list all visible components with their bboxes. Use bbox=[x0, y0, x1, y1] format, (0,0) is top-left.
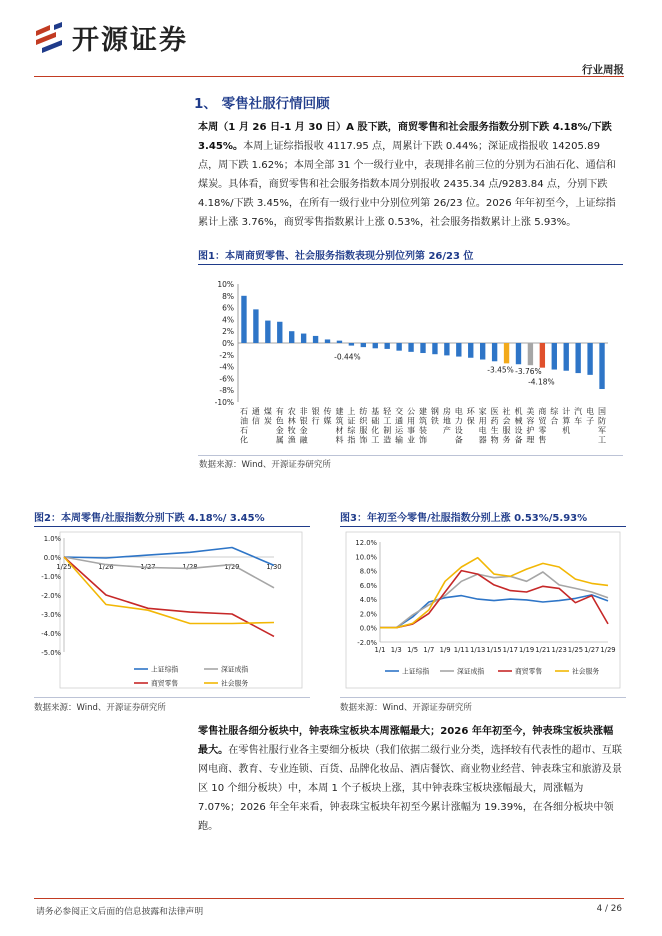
figure1-divider bbox=[198, 455, 623, 456]
y-tick-label: 12.0% bbox=[355, 539, 377, 547]
x-category-label: 售 bbox=[538, 435, 547, 445]
x-tick-label: 1/23 bbox=[551, 646, 567, 654]
legend-label: 上证综指 bbox=[151, 665, 179, 674]
figure3-title: 图3：年初至今零售/社服指数分别上涨 0.53%/5.93% bbox=[340, 509, 626, 527]
x-category-label: 信 bbox=[251, 416, 260, 426]
x-category-label: 会 bbox=[502, 416, 511, 426]
x-category-label: 生 bbox=[490, 426, 499, 435]
bar bbox=[373, 343, 378, 348]
subsector-body: 在零售社服行业各主要细分板块（我们依据二级行业分类，选择较有代表性的超市、互联网电商、教育、专业连锁、百货、品牌化妆品、酒店餐饮、商业物业经营、钟表珠宝和旅游及景区 10 个细分板块）中，本周 1 个子板块上涨，其中钟表珠宝板块涨幅最大，周涨幅为 7.07%；2026 年全年来看，钟表珠宝板块年初至今累计涨幅为 19.39%，在各细分板块中领跑。 bbox=[198, 745, 622, 832]
bar bbox=[337, 341, 342, 343]
bar bbox=[420, 343, 425, 353]
x-tick-label: 1/25 bbox=[56, 563, 72, 571]
series-line bbox=[64, 557, 274, 624]
x-category-label: 事 bbox=[407, 426, 416, 435]
x-category-label: 油 bbox=[239, 416, 248, 426]
x-category-label: 用 bbox=[407, 416, 416, 426]
x-tick-label: 1/7 bbox=[423, 646, 435, 654]
x-category-label: 运 bbox=[395, 426, 404, 435]
chart-frame bbox=[60, 532, 302, 688]
x-category-label: 社 bbox=[502, 407, 511, 416]
x-category-label: 房 bbox=[442, 407, 451, 416]
y-tick-label: 2% bbox=[222, 327, 234, 337]
x-category-label: 金 bbox=[299, 426, 308, 435]
x-category-label: 计 bbox=[562, 407, 571, 416]
intro-lead: 本周（1 月 26 日-1 月 30 日）A 股下跌，商贸零售和社会服务指数分别下跌 4.18%/下跌 3.45%。 bbox=[198, 122, 612, 152]
x-category-label: 公 bbox=[407, 407, 416, 416]
x-category-label: 军 bbox=[598, 426, 607, 435]
x-category-label: 通 bbox=[395, 416, 404, 426]
legend-label: 上证综指 bbox=[402, 667, 430, 676]
x-category-label: 电 bbox=[478, 426, 487, 435]
x-category-label: 服 bbox=[359, 426, 368, 435]
figure1-bar-chart bbox=[198, 272, 623, 452]
y-tick-label: -1.0% bbox=[41, 573, 61, 581]
x-category-label: 牧 bbox=[287, 426, 296, 435]
report-type: 行业周报 bbox=[582, 64, 624, 76]
x-tick-label: 1/15 bbox=[486, 646, 502, 654]
bar bbox=[408, 343, 413, 352]
y-tick-label: -8% bbox=[219, 386, 234, 396]
x-category-label: 国 bbox=[598, 407, 607, 416]
bar bbox=[456, 343, 461, 357]
x-category-label: 纺 bbox=[359, 407, 368, 416]
bar bbox=[325, 339, 330, 343]
y-tick-label: 4% bbox=[222, 315, 234, 325]
brand-name: 开源证券 bbox=[72, 25, 188, 56]
series-line bbox=[64, 557, 274, 636]
x-tick-label: 1/3 bbox=[390, 646, 402, 654]
legend-label: 社会服务 bbox=[221, 679, 249, 688]
x-category-label: 上 bbox=[347, 407, 356, 416]
x-category-label: 械 bbox=[514, 416, 523, 426]
x-category-label: 证 bbox=[347, 416, 356, 426]
subsector-paragraph bbox=[198, 722, 623, 836]
header-divider bbox=[34, 76, 624, 77]
x-category-label: 备 bbox=[514, 435, 523, 445]
x-category-label: 农 bbox=[287, 407, 296, 416]
x-category-label: 医 bbox=[490, 407, 499, 416]
y-tick-label: 10% bbox=[217, 280, 234, 289]
bar bbox=[396, 343, 401, 351]
x-tick-label: 1/13 bbox=[470, 646, 486, 654]
bar bbox=[575, 343, 580, 373]
bar bbox=[253, 309, 258, 343]
x-category-label: 基 bbox=[371, 407, 380, 416]
x-category-label: 造 bbox=[383, 435, 392, 445]
bar bbox=[289, 331, 294, 343]
x-category-label: 商 bbox=[538, 407, 547, 416]
bar bbox=[504, 343, 509, 363]
x-category-label: 地 bbox=[442, 416, 451, 426]
x-category-label: 金 bbox=[275, 426, 284, 435]
y-tick-label: 6% bbox=[222, 303, 234, 313]
x-category-label: 传 bbox=[323, 407, 332, 416]
figure3-source: 数据来源：Wind、开源证券研究所 bbox=[340, 703, 472, 713]
bar bbox=[516, 343, 521, 364]
x-category-label: 贸 bbox=[538, 416, 547, 426]
bar bbox=[444, 343, 449, 355]
y-tick-label: 0% bbox=[222, 339, 234, 348]
bar bbox=[552, 343, 557, 370]
bar bbox=[432, 343, 437, 354]
page-number: 4 / 26 bbox=[596, 904, 622, 914]
y-tick-label: -2.0% bbox=[41, 592, 61, 600]
legend-label: 社会服务 bbox=[572, 667, 600, 676]
x-tick-label: 1/25 bbox=[567, 646, 584, 654]
bar bbox=[265, 321, 270, 343]
x-category-label: 用 bbox=[478, 416, 487, 426]
x-category-label: 铁 bbox=[430, 416, 439, 426]
bar bbox=[528, 343, 533, 365]
x-category-label: 石 bbox=[239, 407, 248, 416]
data-label: -0.44% bbox=[334, 352, 361, 362]
x-category-label: 设 bbox=[514, 426, 523, 435]
x-category-label: 服 bbox=[502, 426, 511, 435]
x-category-label: 工 bbox=[371, 435, 380, 445]
x-category-label: 电 bbox=[454, 407, 463, 416]
figure2-divider bbox=[34, 697, 310, 698]
x-category-label: 器 bbox=[478, 435, 487, 445]
data-label: -3.45% bbox=[487, 365, 514, 375]
x-category-label: 零 bbox=[538, 426, 547, 435]
bar bbox=[385, 343, 390, 349]
x-category-label: 工 bbox=[598, 435, 607, 445]
x-category-label: 备 bbox=[454, 435, 463, 445]
x-category-label: 料 bbox=[335, 435, 344, 445]
x-tick-label: 1/11 bbox=[453, 646, 470, 654]
x-category-label: 建 bbox=[335, 407, 344, 416]
bar bbox=[313, 336, 318, 343]
bar bbox=[480, 343, 485, 360]
intro-paragraph bbox=[198, 118, 623, 232]
x-tick-label: 1/5 bbox=[407, 646, 419, 654]
y-tick-label: 0.0% bbox=[359, 624, 377, 633]
bar bbox=[361, 343, 366, 347]
y-tick-label: -6% bbox=[219, 374, 234, 384]
x-category-label: 务 bbox=[502, 435, 511, 445]
x-category-label: 算 bbox=[562, 416, 571, 426]
x-category-label: 石 bbox=[239, 426, 248, 435]
x-category-label: 车 bbox=[574, 416, 583, 426]
footer-divider bbox=[34, 898, 624, 899]
x-category-label: 指 bbox=[347, 435, 356, 445]
intro-body: 本周上证综指报收 4117.95 点，周累计下跌 0.44%；深证成指报收 14205.89 点，周下跌 1.62%；本周全部 31 个一级行业中，表现排名前三位的分别为石油石化、通信和煤炭。具体看，商贸零售和社会服务指数本周分别报收 2435.34 点/9283.84 点，分别下跌 4.18%/下跌 3.45%，在所有一级行业中分别位列第 26/23 位。2026 年年初至今，上证综指累计上涨 3.76%，商贸零售指数累计上涨 0.53%，社会服务指数累计上涨 5.93%。 bbox=[198, 141, 616, 228]
bar bbox=[564, 343, 569, 371]
x-category-label: 制 bbox=[383, 426, 392, 435]
y-tick-label: 8.0% bbox=[359, 567, 377, 576]
y-tick-label: 4.0% bbox=[359, 596, 377, 605]
x-category-label: 煤 bbox=[263, 407, 272, 416]
data-label: -3.76% bbox=[515, 367, 542, 377]
x-tick-label: 1/1 bbox=[374, 646, 386, 654]
figure1-title: 图1：本周商贸零售、社会服务指数表现分别位列第 26/23 位 bbox=[198, 247, 623, 265]
y-tick-label: -5.0% bbox=[41, 649, 61, 657]
series-line bbox=[64, 557, 274, 588]
x-category-label: 汽 bbox=[574, 407, 583, 416]
x-category-label: 综 bbox=[347, 426, 356, 435]
x-category-label: 交 bbox=[395, 407, 404, 416]
x-category-label: 理 bbox=[526, 435, 535, 445]
chart-frame bbox=[346, 532, 620, 688]
y-tick-label: 6.0% bbox=[359, 581, 377, 590]
x-category-label: 力 bbox=[454, 416, 463, 426]
bar bbox=[587, 343, 592, 375]
legend-label: 深证成指 bbox=[221, 665, 249, 674]
x-category-label: 属 bbox=[275, 435, 284, 445]
figure2-title: 图2：本周零售/社服指数分别下跌 4.18%/ 3.45% bbox=[34, 509, 310, 527]
company-logo bbox=[34, 18, 188, 57]
bar bbox=[349, 343, 354, 346]
y-tick-label: -2.0% bbox=[357, 639, 377, 647]
y-tick-label: 8% bbox=[222, 291, 234, 301]
x-category-label: 林 bbox=[287, 416, 296, 426]
x-category-label: 筑 bbox=[335, 416, 344, 426]
figure3-line-chart bbox=[340, 530, 626, 696]
x-category-label: 输 bbox=[395, 435, 404, 445]
x-category-label: 综 bbox=[550, 407, 559, 416]
series-line bbox=[380, 558, 608, 628]
figure2-line-chart bbox=[34, 530, 310, 696]
logo-mark-icon bbox=[34, 21, 66, 55]
x-category-label: 药 bbox=[490, 416, 499, 426]
x-category-label: 产 bbox=[442, 426, 451, 435]
x-category-label: 材 bbox=[335, 426, 344, 435]
figure1-source: 数据来源：Wind、开源证券研究所 bbox=[199, 460, 331, 470]
x-category-label: 银 bbox=[299, 416, 308, 426]
bar bbox=[540, 343, 545, 368]
x-tick-label: 1/9 bbox=[439, 646, 451, 654]
y-tick-label: -4.0% bbox=[41, 630, 61, 638]
x-category-label: 饰 bbox=[359, 435, 368, 445]
y-tick-label: 1.0% bbox=[43, 535, 61, 543]
x-tick-label: 1/29 bbox=[600, 646, 616, 654]
y-tick-label: 10.0% bbox=[355, 553, 377, 562]
x-category-label: 美 bbox=[526, 407, 535, 416]
legend-label: 商贸零售 bbox=[515, 667, 543, 676]
x-category-label: 银 bbox=[311, 407, 320, 416]
legend-label: 深证成指 bbox=[457, 667, 485, 676]
figure3-divider bbox=[340, 697, 626, 698]
bar bbox=[277, 322, 282, 343]
x-category-label: 物 bbox=[490, 435, 499, 445]
x-category-label: 容 bbox=[526, 416, 535, 426]
x-category-label: 化 bbox=[239, 435, 248, 445]
x-category-label: 保 bbox=[466, 416, 475, 426]
x-tick-label: 1/27 bbox=[584, 646, 600, 654]
bar bbox=[599, 343, 604, 389]
x-category-label: 业 bbox=[407, 435, 416, 445]
x-category-label: 工 bbox=[383, 416, 392, 426]
bar bbox=[241, 296, 246, 343]
x-category-label: 家 bbox=[478, 407, 487, 416]
y-tick-label: -10% bbox=[214, 398, 234, 407]
x-category-label: 非 bbox=[299, 407, 308, 416]
x-category-label: 环 bbox=[466, 407, 475, 416]
x-category-label: 化 bbox=[371, 426, 380, 435]
x-category-label: 行 bbox=[311, 416, 320, 426]
x-category-label: 装 bbox=[419, 426, 427, 435]
x-category-label: 色 bbox=[275, 416, 284, 426]
x-category-label: 钢 bbox=[430, 407, 439, 416]
x-category-label: 子 bbox=[586, 416, 595, 426]
x-tick-label: 1/29 bbox=[224, 563, 240, 571]
x-category-label: 设 bbox=[454, 426, 463, 435]
footer-disclaimer: 请务必参阅正文后面的信息披露和法律声明 bbox=[36, 907, 204, 917]
x-category-label: 础 bbox=[371, 416, 380, 426]
x-category-label: 机 bbox=[562, 426, 571, 435]
x-category-label: 建 bbox=[419, 407, 427, 416]
x-category-label: 织 bbox=[359, 416, 368, 426]
bar bbox=[468, 343, 473, 358]
x-category-label: 通 bbox=[251, 407, 260, 416]
x-tick-label: 1/30 bbox=[266, 563, 282, 571]
legend-label: 商贸零售 bbox=[151, 679, 179, 688]
x-category-label: 防 bbox=[598, 416, 607, 426]
x-tick-label: 1/27 bbox=[140, 563, 156, 571]
y-tick-label: 2.0% bbox=[359, 610, 377, 619]
x-tick-label: 1/17 bbox=[502, 646, 518, 654]
x-category-label: 筑 bbox=[419, 416, 427, 426]
x-tick-label: 1/28 bbox=[182, 563, 198, 571]
y-tick-label: -4% bbox=[219, 362, 234, 372]
x-category-label: 融 bbox=[299, 435, 308, 445]
figure2-source: 数据来源：Wind、开源证券研究所 bbox=[34, 703, 166, 713]
data-label: -4.18% bbox=[528, 377, 555, 387]
x-tick-label: 1/19 bbox=[518, 646, 535, 654]
x-category-label: 轻 bbox=[383, 407, 392, 416]
x-category-label: 炭 bbox=[263, 416, 272, 426]
bar bbox=[492, 343, 497, 361]
x-tick-label: 1/21 bbox=[535, 646, 551, 654]
x-category-label: 电 bbox=[586, 407, 595, 416]
y-tick-label: -3.0% bbox=[41, 611, 61, 619]
x-category-label: 护 bbox=[526, 426, 535, 435]
section-title: 1、 零售社服行情回顾 bbox=[194, 96, 330, 112]
y-tick-label: -2% bbox=[219, 350, 234, 360]
x-category-label: 渔 bbox=[287, 435, 296, 445]
x-category-label: 媒 bbox=[323, 416, 332, 426]
x-tick-label: 1/26 bbox=[98, 563, 114, 571]
x-category-label: 合 bbox=[550, 416, 559, 426]
y-tick-label: 0.0% bbox=[43, 554, 61, 562]
bar bbox=[301, 334, 306, 343]
x-category-label: 有 bbox=[275, 407, 284, 416]
x-category-label: 机 bbox=[514, 407, 523, 416]
subsector-lead: 零售社服各细分板块中，钟表珠宝板块本周涨幅最大；2026 年年初至今，钟表珠宝板块涨幅最大。 bbox=[198, 726, 614, 756]
x-category-label: 饰 bbox=[419, 435, 427, 445]
